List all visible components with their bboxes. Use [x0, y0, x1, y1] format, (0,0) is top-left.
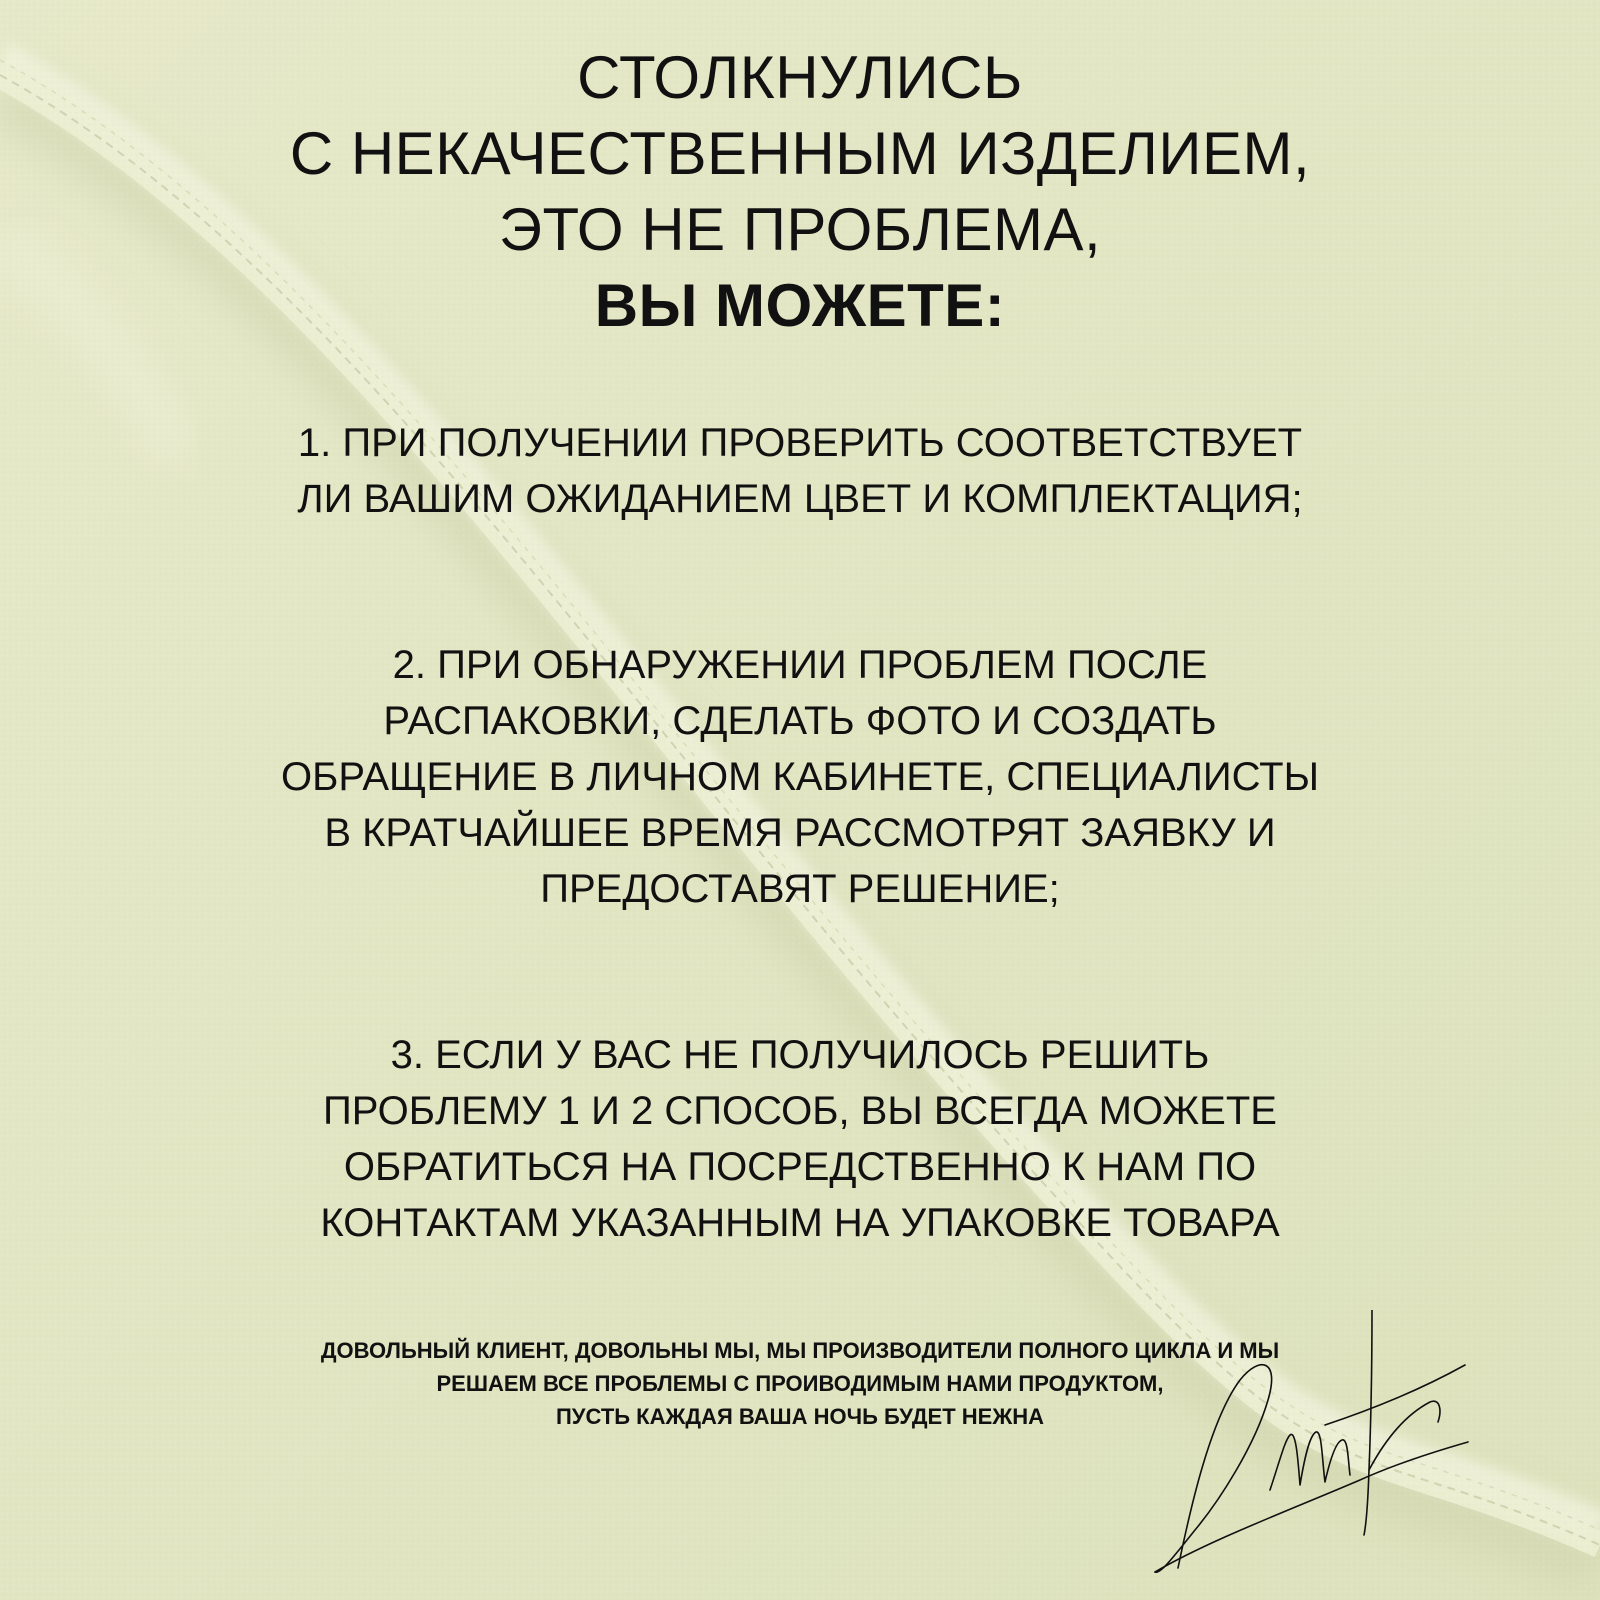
- footer-line: РЕШАЕМ ВСЕ ПРОБЛЕМЫ С ПРОИВОДИМЫМ НАМИ ПРОДУКТОМ,: [436, 1371, 1164, 1396]
- footer-line: ДОВОЛЬНЫЙ КЛИЕНТ, ДОВОЛЬНЫ МЫ, МЫ ПРОИЗВОДИТЕЛИ ПОЛНОГО ЦИКЛА И МЫ: [320, 1338, 1280, 1363]
- headline-line-3: ЭТО НЕ ПРОБЛЕМА,: [498, 196, 1102, 263]
- point-1-line: 1. ПРИ ПОЛУЧЕНИИ ПРОВЕРИТЬ СООТВЕТСТВУЕТ: [297, 421, 1303, 465]
- point-3-line: КОНТАКТАМ УКАЗАННЫМ НА УПАКОВКЕ ТОВАРА: [320, 1201, 1280, 1245]
- point-2-line: ОБРАЩЕНИЕ В ЛИЧНОМ КАБИНЕТЕ, СПЕЦИАЛИСТЫ: [280, 755, 1320, 799]
- point-2-line: 2. ПРИ ОБНАРУЖЕНИИ ПРОБЛЕМ ПОСЛЕ: [392, 643, 1208, 687]
- point-3: [0, 1027, 1600, 1251]
- point-3-line: ОБРАТИТЬСЯ НА ПОСРЕДСТВЕННО К НАМ ПО: [343, 1145, 1257, 1189]
- headline-line-1: СТОЛКНУЛИСЬ: [577, 44, 1023, 111]
- headline-line-4: ВЫ МОЖЕТЕ:: [594, 272, 1006, 339]
- headline-line-2: С НЕКАЧЕСТВЕННЫМ ИЗДЕЛИЕМ,: [289, 120, 1311, 187]
- headline: [0, 40, 1600, 344]
- point-2-line: РАСПАКОВКИ, СДЕЛАТЬ ФОТО И СОЗДАТЬ: [383, 699, 1217, 743]
- signature-icon: [1150, 1310, 1480, 1580]
- point-3-line: ПРОБЛЕМУ 1 И 2 СПОСОБ, ВЫ ВСЕГДА МОЖЕТЕ: [323, 1089, 1277, 1133]
- point-1: [0, 415, 1600, 527]
- point-1-line: ЛИ ВАШИМ ОЖИДАНИЕМ ЦВЕТ И КОМПЛЕКТАЦИЯ;: [297, 477, 1303, 521]
- point-2-line: ПРЕДОСТАВЯТ РЕШЕНИЕ;: [540, 867, 1060, 911]
- point-3-line: 3. ЕСЛИ У ВАС НЕ ПОЛУЧИЛОСЬ РЕШИТЬ: [390, 1033, 1210, 1077]
- point-2-line: В КРАТЧАЙШЕЕ ВРЕМЯ РАССМОТРЯТ ЗАЯВКУ И: [324, 811, 1276, 855]
- point-2: [0, 637, 1600, 917]
- footer-line: ПУСТЬ КАЖДАЯ ВАША НОЧЬ БУДЕТ НЕЖНА: [555, 1404, 1044, 1429]
